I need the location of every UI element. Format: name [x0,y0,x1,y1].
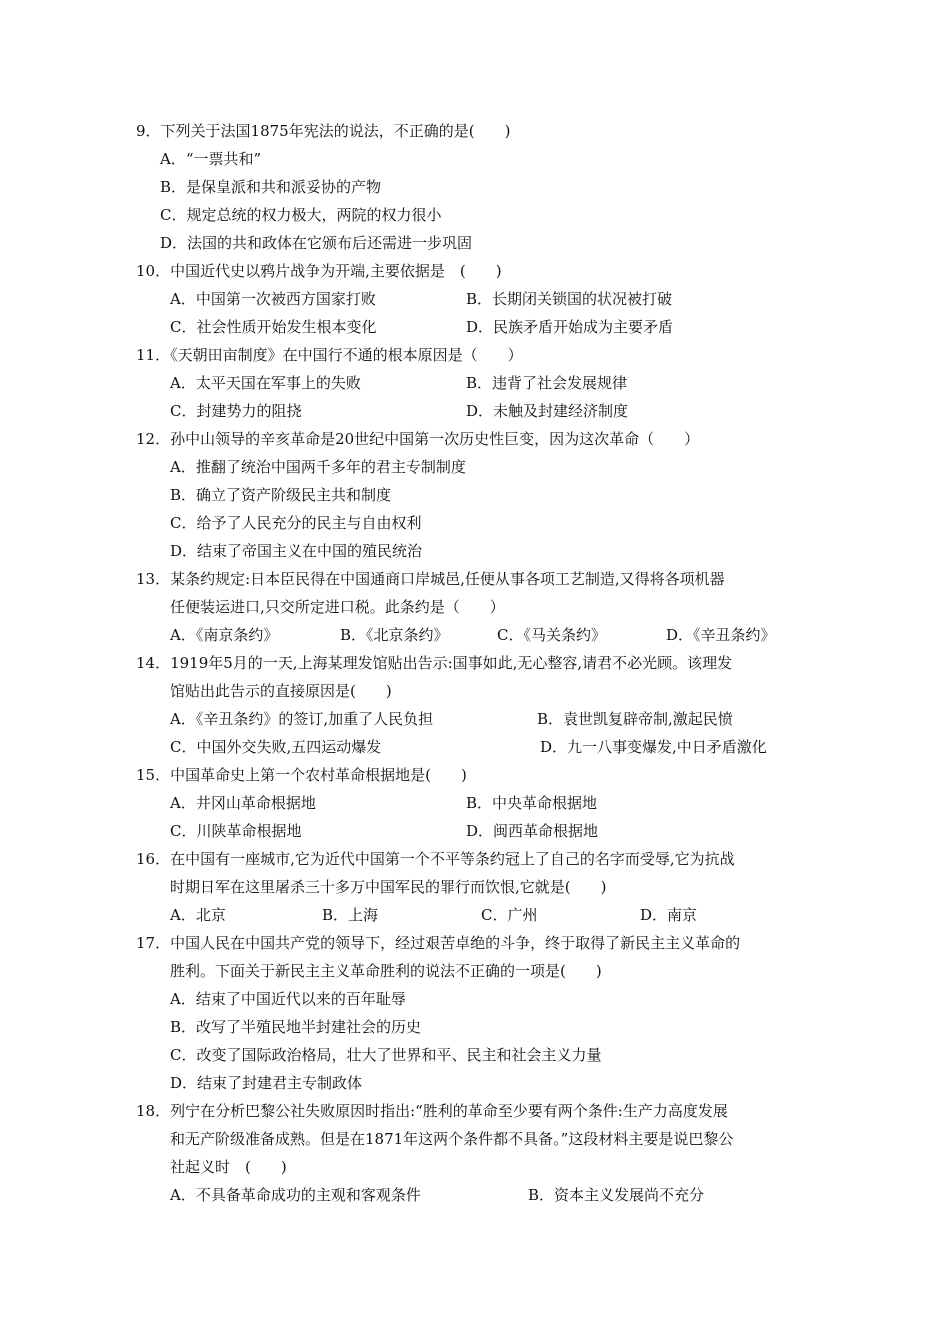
question-12-option-c: C．给予了人民充分的民主与自由权利 [170,514,422,532]
question-9-option-c: C．规定总统的权力极大，两院的权力很小 [160,206,442,224]
question-16-option-d: D．南京 [640,906,698,924]
question-14-stem-line-2: 馆贴出此告示的直接原因是( ) [170,682,392,700]
question-12-option-b: B．确立了资产阶级民主共和制度 [170,486,392,504]
question-18-stem-line-1: 18．列宁在分析巴黎公社失败原因时指出:“胜利的革命至少要有两个条件:生产力高度发展 [136,1102,728,1120]
question-12-stem: 12．孙中山领导的辛亥革命是20世纪中国第一次历史性巨变，因为这次革命（ ） [136,430,700,448]
question-13-stem-line-2: 任便装运进口,只交所定进口税。此条约是（ ） [170,598,505,616]
question-13-option-d: D．《辛丑条约》 [666,626,776,644]
question-17-option-c: C．改变了国际政治格局，壮大了世界和平、民主和社会主义力量 [170,1046,602,1064]
question-14-option-a: A．《辛丑条约》的签订,加重了人民负担 [170,710,434,728]
question-17-stem-line-2: 胜利。下面关于新民主主义革命胜利的说法不正确的一项是( ) [170,962,602,980]
question-16-option-c: C．广州 [481,906,538,924]
question-10-option-c: C．社会性质开始发生根本变化 [170,318,377,336]
question-15-option-c: C．川陕革命根据地 [170,822,302,840]
question-9-option-a: A．“一票共和” [160,150,262,168]
question-17-option-b: B．改写了半殖民地半封建社会的历史 [170,1018,422,1036]
question-14-stem-line-1: 14．1919年5月的一天,上海某理发馆贴出告示:国事如此,无心整容,请君不必光顾。该理发 [136,654,733,672]
question-15-stem: 15．中国革命史上第一个农村革命根据地是( ) [136,766,467,784]
question-14-option-d: D．九一八事变爆发,中日矛盾激化 [540,738,767,756]
question-11-stem: 11．《天朝田亩制度》在中国行不通的根本原因是（ ） [136,346,523,364]
question-16-stem-line-1: 16．在中国有一座城市,它为近代中国第一个不平等条约冠上了自己的名字而受辱,它为抗战 [136,850,735,868]
question-18-option-b: B．资本主义发展尚不充分 [528,1186,705,1204]
question-16-option-a: A．北京 [170,906,226,924]
question-9-stem: 9．下列关于法国1875年宪法的说法，不正确的是( ) [136,122,511,140]
question-11-option-a: A．太平天国在军事上的失败 [170,374,361,392]
question-15-option-a: A．井冈山革命根据地 [170,794,316,812]
question-11-option-b: B．违背了社会发展规律 [466,374,628,392]
question-13-option-c: C．《马关条约》 [497,626,606,644]
question-17-stem-line-1: 17．中国人民在中国共产党的领导下，经过艰苦卓绝的斗争，终于取得了新民主主义革命的 [136,934,741,952]
question-13-option-a: A．《南京条约》 [170,626,279,644]
question-13-option-b: B．《北京条约》 [340,626,449,644]
question-12-option-d: D．结束了帝国主义在中国的殖民统治 [170,542,423,560]
question-14-option-b: B．袁世凯复辟帝制,激起民愤 [537,710,733,728]
question-16-option-b: B．上海 [322,906,379,924]
question-14-option-c: C．中国外交失败,五四运动爆发 [170,738,382,756]
question-18-stem-line-2: 和无产阶级准备成熟。但是在1871年这两个条件都不具备。”这段材料主要是说巴黎公 [170,1130,734,1148]
question-12-option-a: A．推翻了统治中国两千多年的君主专制制度 [170,458,466,476]
question-10-option-a: A．中国第一次被西方国家打败 [170,290,376,308]
question-10-option-b: B．长期闭关锁国的状况被打破 [466,290,673,308]
question-9-option-b: B．是保皇派和共和派妥协的产物 [160,178,382,196]
question-10-stem: 10．中国近代史以鸦片战争为开端,主要依据是 ( ) [136,262,502,280]
question-18-stem-line-3: 社起义时 ( ) [170,1158,287,1176]
question-17-option-d: D．结束了封建君主专制政体 [170,1074,363,1092]
question-9-option-d: D．法国的共和政体在它颁布后还需进一步巩固 [160,234,473,252]
question-13-stem-line-1: 13．某条约规定:日本臣民得在中国通商口岸城邑,任便从事各项工艺制造,又得将各项机器 [136,570,725,588]
question-17-option-a: A．结束了中国近代以来的百年耻辱 [170,990,406,1008]
question-15-option-b: B．中央革命根据地 [466,794,598,812]
question-10-option-d: D．民族矛盾开始成为主要矛盾 [466,318,674,336]
question-16-stem-line-2: 时期日军在这里屠杀三十多万中国军民的罪行而饮恨,它就是( ) [170,878,607,896]
question-18-option-a: A．不具备革命成功的主观和客观条件 [170,1186,421,1204]
question-15-option-d: D．闽西革命根据地 [466,822,599,840]
question-11-option-c: C．封建势力的阻挠 [170,402,302,420]
question-11-option-d: D．未触及封建经济制度 [466,402,629,420]
